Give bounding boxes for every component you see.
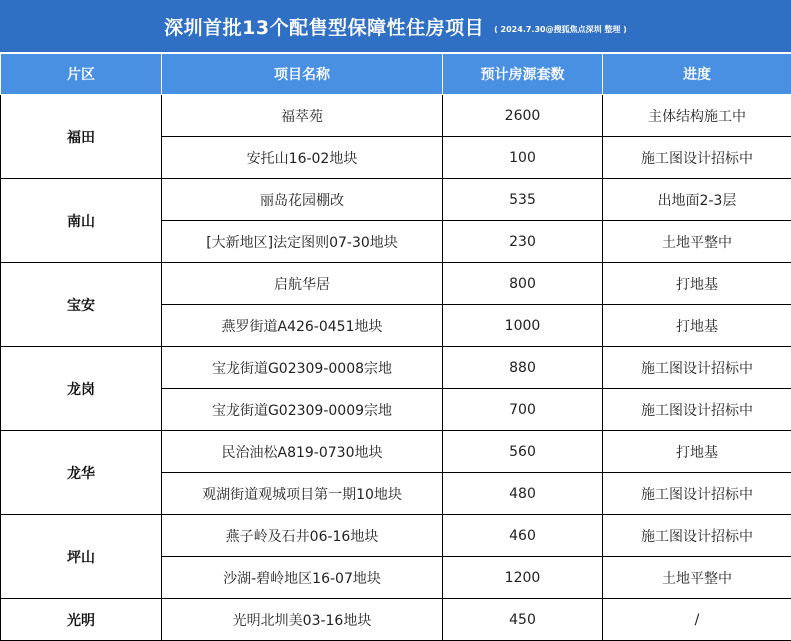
table-row <box>1 599 791 641</box>
progress-cell: 打地基 <box>603 431 791 473</box>
progress-cell: 施工图设计招标中 <box>603 137 791 179</box>
header-progress: 进度 <box>603 54 791 95</box>
project-name-cell: 启航华居 <box>162 263 443 305</box>
table-body <box>1 95 791 641</box>
progress-cell: 土地平整中 <box>603 221 791 263</box>
district-cell: 光明 <box>1 599 162 641</box>
table-row <box>1 431 791 473</box>
project-name-cell: 沙湖-碧岭地区16-07地块 <box>162 557 443 599</box>
header-district: 片区 <box>1 54 162 95</box>
units-cell: 700 <box>443 389 603 431</box>
table-row <box>1 515 791 557</box>
units-cell: 450 <box>443 599 603 641</box>
project-name-cell: 燕子岭及石井06-16地块 <box>162 515 443 557</box>
table-row <box>1 347 791 389</box>
housing-table <box>0 53 791 641</box>
units-cell: 1000 <box>443 305 603 347</box>
units-cell: 100 <box>443 137 603 179</box>
title-bar <box>0 0 791 53</box>
progress-cell: 打地基 <box>603 305 791 347</box>
units-cell: 2600 <box>443 95 603 137</box>
project-name-cell: 丽岛花园棚改 <box>162 179 443 221</box>
progress-cell: 主体结构施工中 <box>603 95 791 137</box>
progress-cell: 出地面2-3层 <box>603 179 791 221</box>
header-row <box>1 54 791 95</box>
progress-cell: 施工图设计招标中 <box>603 473 791 515</box>
units-cell: 460 <box>443 515 603 557</box>
district-cell: 龙岗 <box>1 347 162 431</box>
project-name-cell: 安托山16-02地块 <box>162 137 443 179</box>
district-cell: 福田 <box>1 95 162 179</box>
units-cell: 1200 <box>443 557 603 599</box>
header-units: 预计房源套数 <box>443 54 603 95</box>
table-row <box>1 179 791 221</box>
project-name-cell: 宝龙街道G02309-0008宗地 <box>162 347 443 389</box>
units-cell: 800 <box>443 263 603 305</box>
units-cell: 880 <box>443 347 603 389</box>
district-cell: 坪山 <box>1 515 162 599</box>
progress-cell: 施工图设计招标中 <box>603 515 791 557</box>
page-title: 深圳首批13个配售型保障性住房项目 <box>164 13 484 40</box>
units-cell: 230 <box>443 221 603 263</box>
project-name-cell: [大新地区]法定图则07-30地块 <box>162 221 443 263</box>
progress-cell: 土地平整中 <box>603 557 791 599</box>
district-cell: 南山 <box>1 179 162 263</box>
project-name-cell: 宝龙街道G02309-0009宗地 <box>162 389 443 431</box>
project-name-cell: 光明北圳美03-16地块 <box>162 599 443 641</box>
project-name-cell: 民治油松A819-0730地块 <box>162 431 443 473</box>
project-name-cell: 燕罗街道A426-0451地块 <box>162 305 443 347</box>
project-name-cell: 福萃苑 <box>162 95 443 137</box>
units-cell: 480 <box>443 473 603 515</box>
progress-cell: / <box>603 599 791 641</box>
units-cell: 560 <box>443 431 603 473</box>
progress-cell: 施工图设计招标中 <box>603 347 791 389</box>
table-row <box>1 263 791 305</box>
table-row <box>1 95 791 137</box>
title-note: ( 2024.7.30@搜狐焦点深圳 整理 ) <box>494 24 627 35</box>
progress-cell: 施工图设计招标中 <box>603 389 791 431</box>
district-cell: 龙华 <box>1 431 162 515</box>
units-cell: 535 <box>443 179 603 221</box>
progress-cell: 打地基 <box>603 263 791 305</box>
header-project-name: 项目名称 <box>162 54 443 95</box>
district-cell: 宝安 <box>1 263 162 347</box>
project-name-cell: 观湖街道观城项目第一期10地块 <box>162 473 443 515</box>
